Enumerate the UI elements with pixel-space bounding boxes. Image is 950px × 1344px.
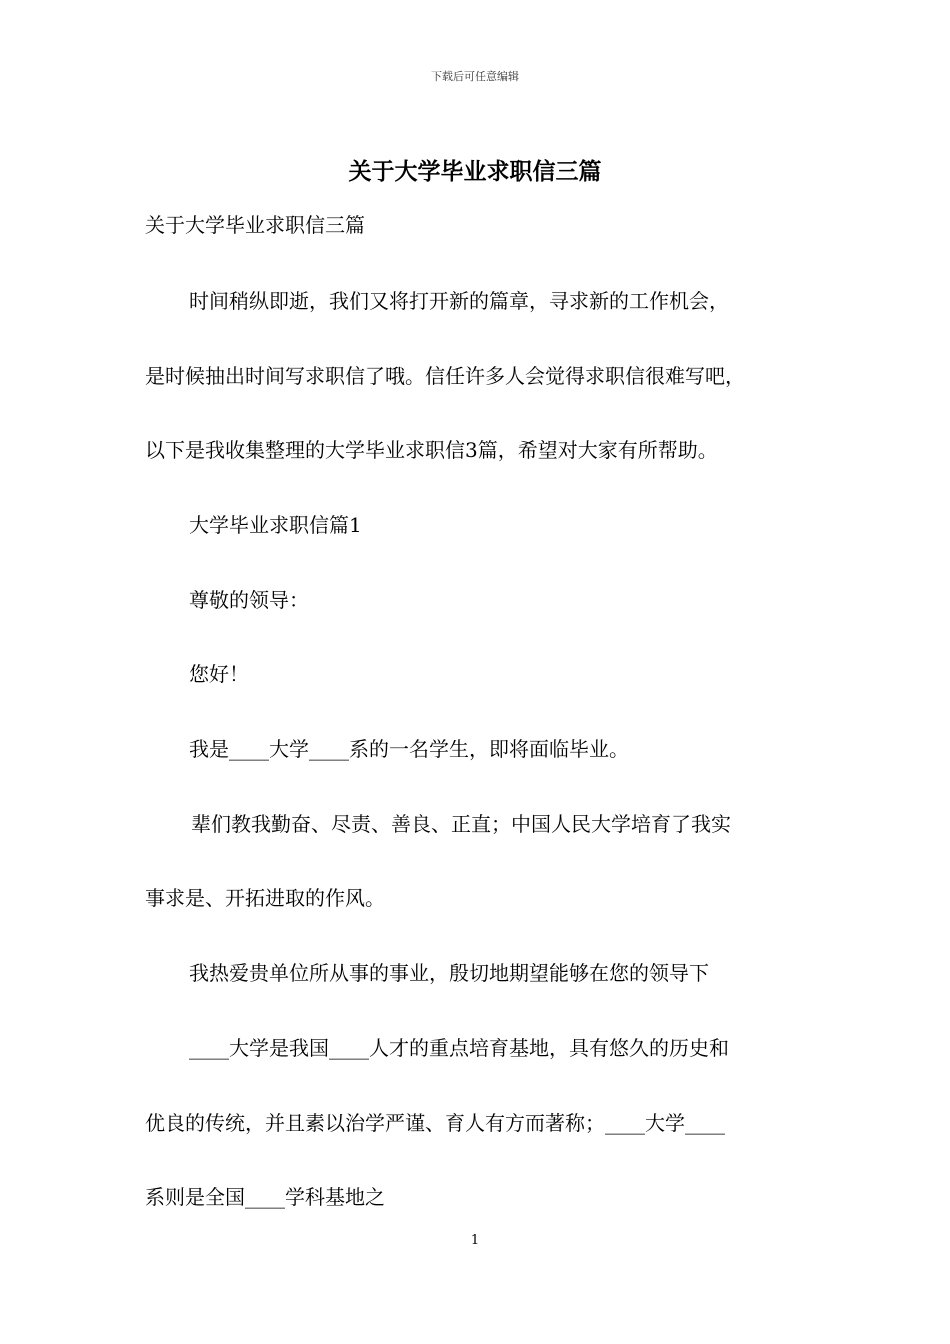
paragraph-line: 时间稍纵即逝，我们又将打开新的篇章，寻求新的工作机会， [189, 289, 729, 313]
greeting-line: 您好！ [189, 662, 249, 686]
subtitle-line: 关于大学毕业求职信三篇 [145, 213, 365, 237]
section-heading: 大学毕业求职信篇1 [189, 513, 362, 537]
paragraph-line: 我是____大学____系的一名学生，即将面临毕业。 [189, 737, 629, 761]
paragraph-line: 以下是我收集整理的大学毕业求职信3篇，希望对大家有所帮助。 [145, 438, 718, 462]
paragraph-line: 系则是全国____学科基地之 [145, 1185, 385, 1209]
paragraph-line: ____大学是我国____人才的重点培育基地，具有悠久的历史和 [189, 1036, 729, 1060]
header-note: 下载后可任意编辑 [431, 70, 519, 83]
paragraph-line: 我热爱贵单位所从事的事业，殷切地期望能够在您的领导下 [189, 961, 709, 985]
page-number: 1 [470, 1233, 480, 1248]
paragraph-line: 事求是、开拓进取的作风。 [145, 886, 385, 910]
salutation-line: 尊敬的领导： [189, 588, 309, 612]
document-title: 关于大学毕业求职信三篇 [348, 158, 602, 185]
paragraph-line: 辈们教我勤奋、尽责、善良、正直；中国人民大学培育了我实 [191, 812, 731, 836]
paragraph-line: 优良的传统，并且素以治学严谨、育人有方而著称；____大学____ [145, 1111, 725, 1135]
paragraph-line: 是时候抽出时间写求职信了哦。信任许多人会觉得求职信很难写吧， [145, 364, 745, 388]
